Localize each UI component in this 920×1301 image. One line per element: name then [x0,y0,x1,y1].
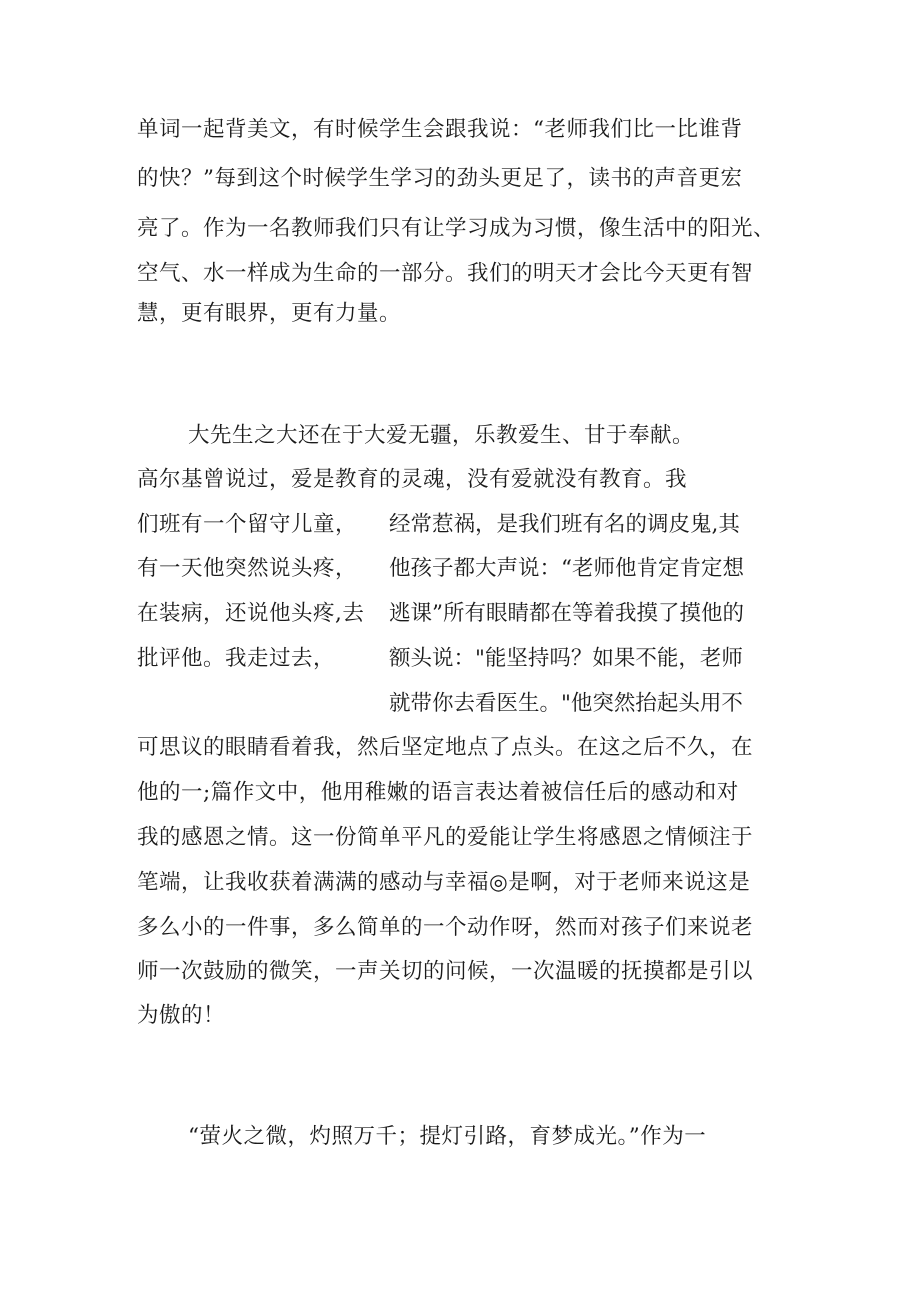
paragraph-1-line: 单词一起背美文，有时候学生会跟我说：“老师我们比一比谁背 [137,117,743,142]
paragraph-1-line: 空气、水一样成为生命的一部分。我们的明天才会比今天更有智 [137,261,754,286]
paragraph-1-line: 的快？”每到这个时候学生学习的劲头更足了，读书的声音更宏 [137,166,743,191]
paragraph-2-lead-line: 高尔基曾说过，爱是教育的灵魂，没有爱就没有教育。我 [137,467,688,492]
paragraph-2-line: 师一次鼓励的微笑，一声关切的问候，一次温暖的抚摸都是引以 [137,959,754,984]
left-column-line: 有一天他突然说头疼， [137,556,358,581]
paragraph-2-line: 他的一;篇作文中，他用稚嫩的语言表达着被信任后的感动和对 [137,780,739,805]
paragraph-2-lead-line: 大先生之大还在于大爱无疆，乐教爱生、甘于奉献。 [188,423,695,448]
paragraph-2-line: 多么小的一件事，多么简单的一个动作呀，然而对孩子们来说老 [137,915,754,940]
right-column-line: 他孩子都大声说：“老师他肯定肯定想 [389,556,744,581]
left-column-line: 批评他。我走过去， [137,646,336,671]
right-column-line: 经常惹祸，是我们班有名的调皮鬼,其 [389,512,740,537]
right-column-line: 就带你去看医生。"他突然抬起头用不 [389,691,743,716]
right-column-line: 额头说："能坚持吗？如果不能，老师 [389,646,743,671]
left-column-line: 们班有一个留守儿童， [137,512,358,537]
paragraph-2-line: 可思议的眼睛看着我，然后坚定地点了点头。在这之后不久，在 [137,735,754,760]
paragraph-2-line: 笔端，让我收获着满满的感动与幸福◎是啊，对于老师来说这是 [137,870,751,895]
right-column-line: 逃课”所有眼睛都在等着我摸了摸他的 [389,601,744,626]
paragraph-1-line: 亮了。作为一名教师我们只有让学习成为习惯，像生活中的阳光、 [137,216,776,241]
paragraph-2-line: 为傲的！ [137,1003,226,1028]
paragraph-1-line: 慧，更有眼界，更有力量。 [137,301,402,326]
paragraph-3-line: “萤火之微，灼照万千；提灯引路，育梦成光。”作为一 [188,1124,707,1149]
left-column-line: 在装病，还说他头疼,去 [137,601,365,626]
paragraph-2-line: 我的感恩之情。这一份简单平凡的爱能让学生将感恩之情倾注于 [137,825,754,850]
